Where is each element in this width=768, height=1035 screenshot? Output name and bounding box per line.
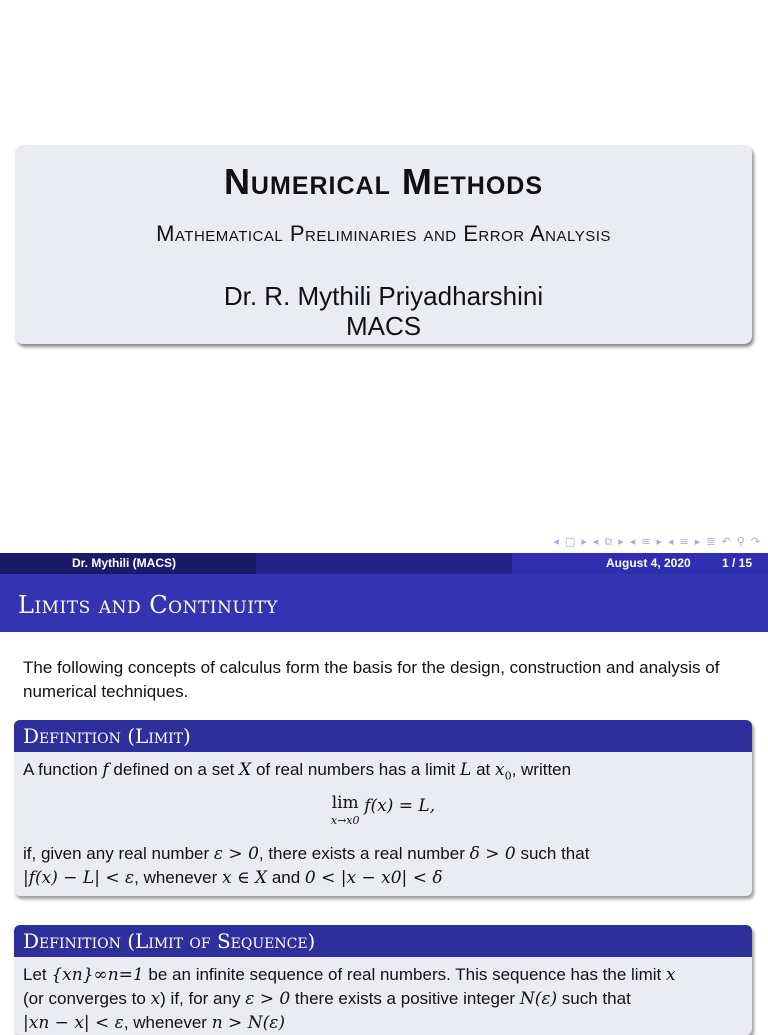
text: be an infinite sequence of real numbers. This sequence has the limit <box>143 965 666 984</box>
math-x-in-X: x ∈ X <box>222 868 268 889</box>
lim-expression: f(x) = L, <box>364 796 436 817</box>
text: Let <box>23 965 52 984</box>
frame-icon[interactable]: □ <box>564 535 576 548</box>
math-x0: x <box>494 760 505 780</box>
subsection-icon[interactable]: ⧉ <box>604 535 613 548</box>
nav-left-arrow[interactable]: ◂ <box>629 535 636 548</box>
nav-right-arrow[interactable]: ▸ <box>581 535 587 548</box>
math-subscript: 0 <box>504 769 512 783</box>
text: and <box>267 868 305 888</box>
limit-equation <box>23 788 743 842</box>
nav-left-arrow[interactable]: ◂ <box>592 535 599 548</box>
align-icon[interactable]: ≣ <box>706 535 716 548</box>
math-N-eps: N(ε) <box>519 989 558 1009</box>
frame-title: Limits and Continuity <box>18 591 279 619</box>
redo-icon[interactable]: ↷ <box>750 535 760 548</box>
footer-date: August 4, 2020 <box>606 556 691 570</box>
definition-sequence-line2 <box>23 987 743 1011</box>
definition-sequence-block <box>14 925 752 1035</box>
lim-operator <box>331 794 360 830</box>
intro-paragraph: The following concepts of calculus form the basis for the design, construction and analysis of numerical techniques. <box>23 658 720 701</box>
nav-right-arrow[interactable]: ▸ <box>656 535 662 548</box>
definition-limit-line3 <box>23 866 743 890</box>
slide-footer <box>0 553 768 574</box>
math-abs-diff: |f(x) − L| < ε <box>23 868 135 889</box>
math-epsilon: ε > 0 <box>213 844 259 865</box>
text: at <box>471 760 495 779</box>
math-sequence: {xn}∞n=1 <box>51 965 144 985</box>
math-X: X <box>239 760 252 780</box>
text: there exists a positive integer <box>290 989 520 1008</box>
definition-sequence-line3 <box>23 1011 743 1035</box>
text: , there exists a real number <box>258 844 470 864</box>
nav-left-arrow[interactable]: ◂ <box>668 535 674 548</box>
footer-middle-section <box>256 553 512 574</box>
definition-limit-title: Definition (Limit) <box>14 720 752 752</box>
undo-icon[interactable]: ↶ <box>721 535 731 548</box>
text: A function <box>23 760 103 779</box>
author-name: Dr. R. Mythili Priyadharshini <box>223 281 544 311</box>
lim-subscript: x→x0 <box>330 814 360 828</box>
frame-title-bar <box>0 574 768 632</box>
definition-sequence-title: Definition (Limit of Sequence) <box>14 925 752 957</box>
math-L: L <box>460 760 472 780</box>
text: (or converges to <box>23 989 151 1008</box>
title-block <box>15 145 752 344</box>
text: such that <box>557 989 631 1008</box>
definition-limit-block <box>14 720 752 896</box>
lim-word: lim <box>331 793 359 814</box>
definition-limit-line2 <box>23 842 743 866</box>
math-f: f <box>102 760 109 780</box>
nav-left-arrow[interactable]: ◂ <box>553 535 559 548</box>
math-delta-bound: 0 < |x − x0| < δ <box>304 868 443 889</box>
text: of real numbers has a limit <box>251 760 461 779</box>
section-icon[interactable]: ≡ <box>679 535 689 548</box>
author-affiliation: MACS <box>345 311 422 341</box>
math-x: x <box>665 965 676 985</box>
footer-author: Dr. Mythili (MACS) <box>72 556 176 570</box>
text: , whenever <box>134 868 223 888</box>
math-n-bound: n > N(ε) <box>211 1013 285 1033</box>
beamer-navigation <box>553 535 760 549</box>
section-icon[interactable]: ≡ <box>641 535 651 548</box>
text: ) if, for any <box>160 989 246 1008</box>
math-delta: δ > 0 <box>469 844 516 865</box>
math-epsilon: ε > 0 <box>245 989 291 1009</box>
author-block <box>15 281 752 341</box>
definition-limit-body <box>14 752 752 896</box>
text: defined on a set <box>108 760 240 779</box>
text: , whenever <box>123 1013 212 1032</box>
text: , written <box>511 760 572 779</box>
text: if, given any real number <box>23 844 214 864</box>
math-x: x <box>150 989 161 1009</box>
text: such that <box>515 844 590 864</box>
definition-sequence-body <box>14 957 752 1035</box>
footer-page-number: 1 / 15 <box>722 556 753 570</box>
definition-limit-line1 <box>23 758 743 788</box>
nav-right-arrow[interactable]: ▸ <box>694 535 701 548</box>
presentation-title: Numerical Methods <box>223 161 544 202</box>
presentation-subtitle: Mathematical Preliminaries and Error Analysis <box>156 221 611 246</box>
nav-right-arrow[interactable]: ▸ <box>618 535 624 548</box>
definition-sequence-line1 <box>23 963 743 987</box>
search-icon[interactable]: ⚲ <box>736 535 745 548</box>
math-seq-abs-diff: |xn − x| < ε <box>23 1013 124 1033</box>
